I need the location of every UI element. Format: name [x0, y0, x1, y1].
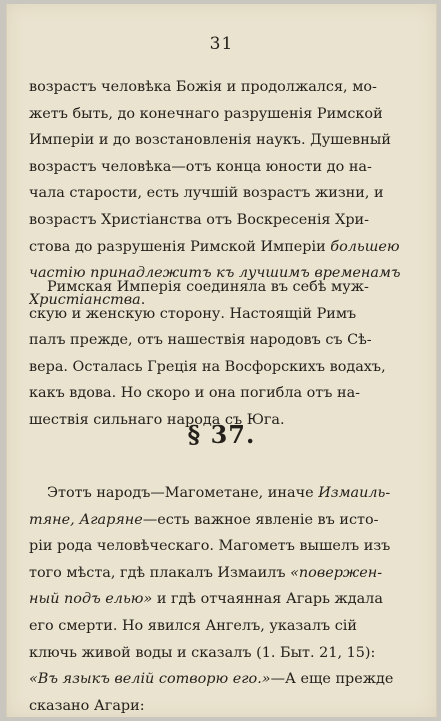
book-page	[6, 4, 437, 717]
text-run: того мѣста, гдѣ плакалъ Измаилъ	[29, 564, 291, 581]
text-line: вера. Осталась Греція на Восфорскихъ водахъ,	[29, 358, 386, 375]
text-line	[29, 234, 419, 261]
text-line: Римская Имперія соединяла въ себѣ муж-	[47, 279, 369, 295]
text-line	[29, 586, 419, 613]
text-line: ріи рода человѣческаго. Магометъ вышелъ изъ	[29, 538, 391, 555]
text-line: скую и женскую сторону. Настоящій Римъ	[29, 305, 357, 322]
text-line: Имперіи и до возстановленія наукъ. Душевный	[29, 132, 391, 149]
text-line: жетъ быть, до конечнаго разрушенія Римской	[29, 105, 383, 122]
italic-run: Измаиль-	[318, 485, 391, 501]
text-line: возрастъ Христіанства отъ Воскресенія Хри-	[29, 211, 369, 228]
italic-run: «Въ языкъ велій сотворю его.»	[29, 671, 271, 688]
text-line: возрастъ человѣка—отъ конца юности до на-	[29, 158, 372, 175]
text-run: стова до разрушенія Римской Имперіи	[29, 238, 331, 255]
text-line: частію принадлежитъ къ лучшимъ временамъ	[29, 265, 401, 282]
text-run: и гдѣ отчаянная Агарь ждала	[152, 591, 383, 608]
page-number: 31	[209, 34, 234, 54]
text-line: возрастъ человѣка Божія и продолжался, мо-	[29, 79, 377, 95]
italic-run: ный подъ елью»	[29, 591, 153, 608]
text-line	[29, 666, 419, 693]
text-line	[29, 507, 419, 534]
text-line: его смерти. Но явился Ангелъ, указалъ сій	[29, 617, 357, 634]
paragraph-3	[29, 480, 419, 719]
text-run: —есть важное явленіе въ исто-	[142, 511, 379, 528]
text-line	[29, 480, 419, 507]
italic-run: большею	[330, 238, 400, 255]
text-line: сказано Агари:	[29, 697, 145, 714]
text-line: чала старости, есть лучшій возрастъ жизни, и	[29, 185, 384, 202]
italic-run: тяне, Агаряне	[29, 511, 143, 528]
text-line: палъ прежде, отъ нашествія народовъ съ Сѣ-	[29, 332, 372, 349]
text-run: Этотъ народъ—Магометане, иначе	[47, 485, 319, 501]
italic-run: «повержен-	[290, 564, 383, 581]
text-line: какъ вдова. Но скоро и она погибла отъ на-	[29, 385, 361, 402]
text-line: ключь живой воды и сказалъ (1. Быт. 21, 15):	[29, 644, 376, 661]
text-line: шествія сильнаго народа съ Юга.	[29, 411, 285, 428]
italic-run: Христіанства	[29, 291, 141, 308]
text-run: —А еще прежде	[270, 671, 394, 688]
text-run: .	[140, 291, 146, 308]
text-line	[29, 560, 419, 587]
paragraph-2	[29, 274, 419, 434]
section-heading: § 37.	[187, 420, 256, 449]
